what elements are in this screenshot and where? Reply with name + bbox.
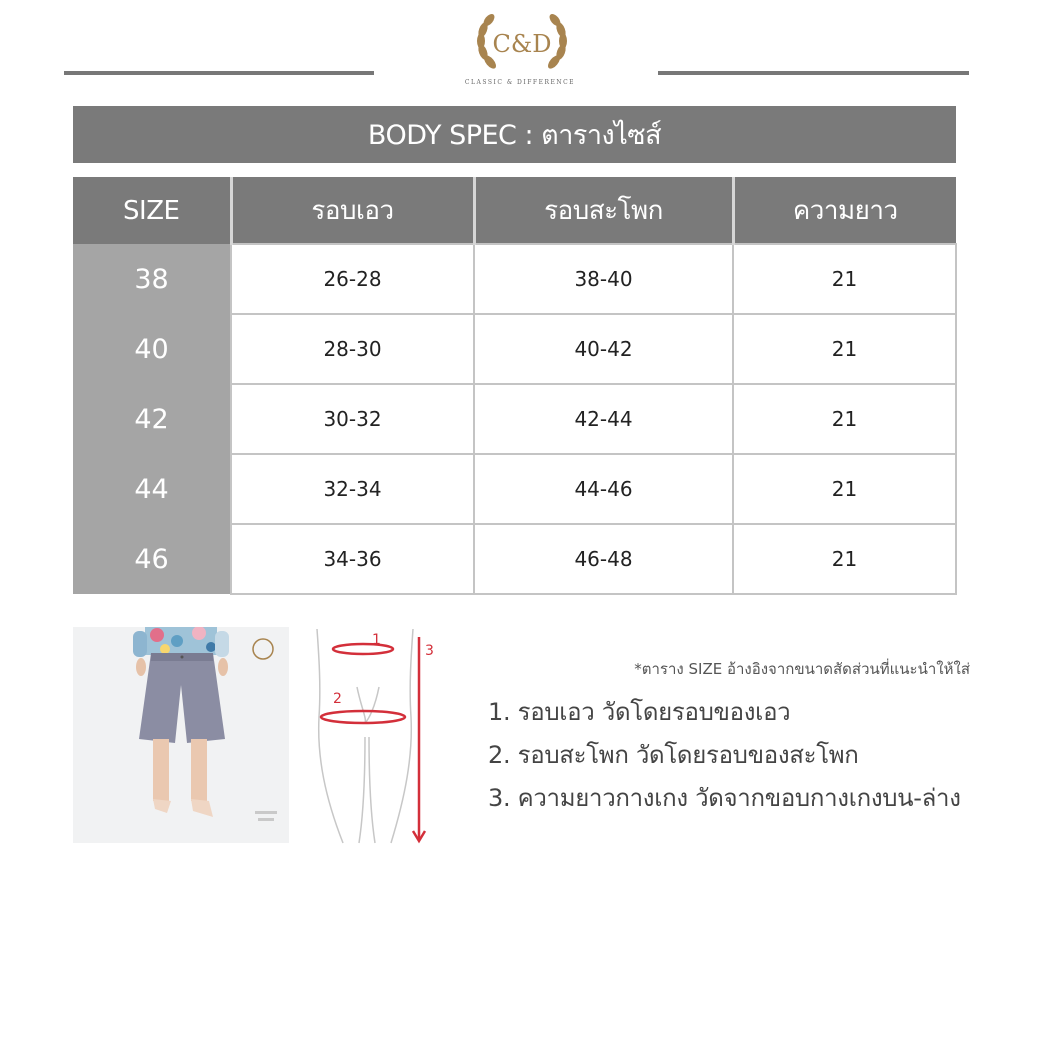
hip-cell: 38-40 (474, 244, 733, 314)
waist-cell: 28-30 (231, 314, 474, 384)
length-cell: 21 (733, 314, 956, 384)
table-row (73, 454, 956, 524)
hip-cell: 40-42 (474, 314, 733, 384)
instruction-hip: 2. รอบสะโพก วัดโดยรอบของสะโพก (488, 741, 859, 769)
waist-cell: 34-36 (231, 524, 474, 594)
hip-cell: 46-48 (474, 524, 733, 594)
table-row (73, 384, 956, 454)
waist-cell: 30-32 (231, 384, 474, 454)
header-rule-left (64, 71, 374, 75)
size-chart-table (73, 177, 957, 595)
table-row (73, 244, 956, 314)
length-cell: 21 (733, 384, 956, 454)
size-cell: 40 (73, 314, 231, 384)
header-waist: รอบเอว (231, 177, 474, 244)
length-cell: 21 (733, 454, 956, 524)
model-wearing-shorts-image (73, 627, 289, 843)
instruction-length: 3. ความยาวกางเกง วัดจากขอบกางเกงบน-ล่าง (488, 784, 961, 812)
measurement-diagram (305, 627, 440, 847)
length-cell: 21 (733, 244, 956, 314)
measure-arrows-icon (321, 637, 425, 841)
size-cell: 38 (73, 244, 231, 314)
size-reference-note: *ตาราง SIZE อ้างอิงจากขนาดสัดส่วนที่แนะนำให้ใส่ (634, 660, 970, 678)
instruction-waist: 1. รอบเอว วัดโดยรอบของเอว (488, 698, 791, 726)
header-length: ความยาว (733, 177, 956, 244)
brand-tagline: CLASSIC & DIFFERENCE (464, 79, 576, 86)
body-outline-icon (317, 629, 413, 843)
page-title: BODY SPEC : ตารางไซส์ (73, 106, 956, 163)
brand-logo (470, 6, 574, 90)
diagram-label-1: 1 (372, 632, 381, 648)
table-row (73, 524, 956, 594)
waist-cell: 32-34 (231, 454, 474, 524)
header-rule-right (658, 71, 969, 75)
waist-cell: 26-28 (231, 244, 474, 314)
size-cell: 44 (73, 454, 231, 524)
size-cell: 46 (73, 524, 231, 594)
brand-monogram: C&D (492, 30, 552, 58)
hip-cell: 44-46 (474, 454, 733, 524)
header-hip: รอบสะโพก (474, 177, 733, 244)
size-cell: 42 (73, 384, 231, 454)
length-cell: 21 (733, 524, 956, 594)
diagram-label-3: 3 (425, 643, 434, 659)
product-photo (73, 627, 289, 843)
hip-cell: 42-44 (474, 384, 733, 454)
header-size: SIZE (73, 177, 231, 244)
diagram-label-2: 2 (333, 691, 342, 707)
table-header-row (73, 177, 956, 244)
table-row (73, 314, 956, 384)
